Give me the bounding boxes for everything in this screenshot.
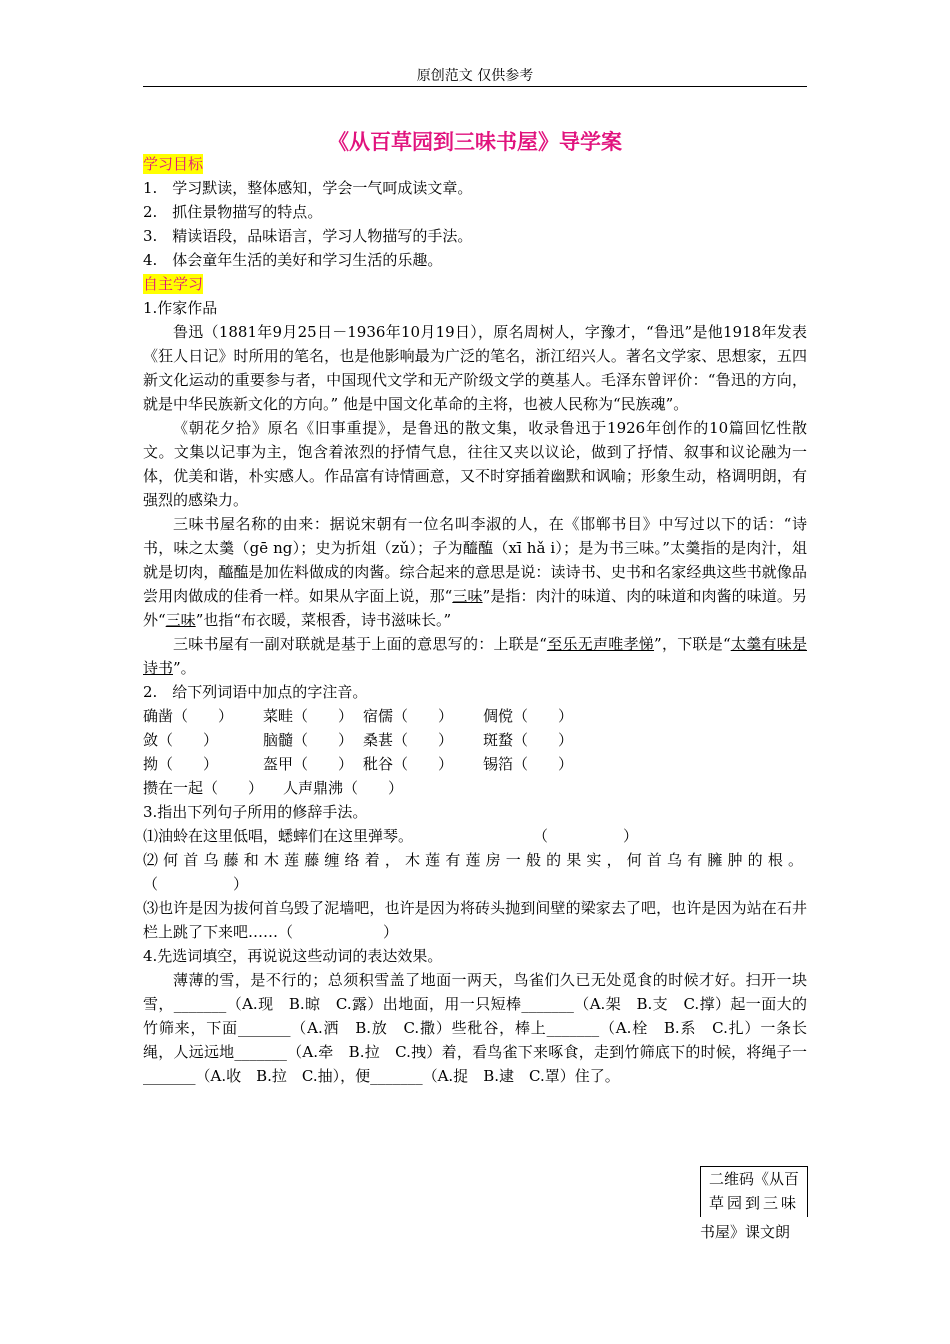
goal-item: 1. 学习默读，整体感知，学会一气呵成读文章。 xyxy=(143,179,473,197)
fill-in-paragraph: 薄薄的雪，是不行的；总须积雪盖了地面一两天，鸟雀们久已无处觅食的时候才好。扫开一块雪，_______（A.现 B.晾 C.露）出地面，用一只短棒_______（A.架 B.支 C.撑）起一面大的竹筛来，下面_______（A.洒 B.放 C.撒）些秕谷，棒上_______（A.栓 B.系 C.扎）一条长绳，人远远地_______（A.牵 B.拉 C.拽）着，看鸟雀下来啄食，走到竹筛底下的时候，将绳子一_______（A.收 B.拉 C.抽），便_______（A.捉 B.逮 C.罩）住了。 xyxy=(143,971,807,1085)
qr-note-line: 书屋》课文朗 xyxy=(700,1223,791,1241)
goal-item: 2. 抓住景物描写的特点。 xyxy=(143,203,323,221)
pinyin-row: 攒在一起（ ） 人声鼎沸（ ） xyxy=(143,779,404,797)
goal-item: 3. 精读语段，品味语言，学习人物描写的手法。 xyxy=(143,227,473,245)
question-4-title: 4.先选词填空，再说说这些动词的表达效果。 xyxy=(143,947,443,965)
underlined-term: 三味 xyxy=(452,587,483,605)
underlined-term: 三味 xyxy=(165,611,196,629)
qr-note-line: 草园到三味 xyxy=(708,1194,799,1212)
section-heading-goals: 学习目标 xyxy=(143,155,204,173)
qr-note-line: 二维码《从百 xyxy=(708,1170,799,1188)
page-header: 原创范文 仅供参考 xyxy=(416,68,534,84)
rhetoric-sentence-3: ⑶也许是因为拔何首乌毁了泥墙吧，也许是因为将砖头抛到间壁的梁家去了吧，也许是因为站在石井栏上跳了下来吧……（ ） xyxy=(143,899,807,941)
couplet-paragraph: 三味书屋有一副对联就是基于上面的意思写的：上联是“至乐无声唯孝悌”，下联是“太羹有味是诗书”。 xyxy=(143,635,807,677)
document-body xyxy=(143,152,807,1088)
section-heading-self-study: 自主学习 xyxy=(143,275,204,293)
header-divider xyxy=(143,86,807,87)
question-3-title: 3.指出下列句子所用的修辞手法。 xyxy=(143,803,368,821)
pinyin-row: 敛（ ） 脑髓（ ） 桑葚（ ） 斑蝥（ ） xyxy=(143,731,574,749)
question-2-title: 2. 给下列词语中加点的字注音。 xyxy=(143,683,368,701)
rhetoric-sentence-2-blank: （ ） xyxy=(143,875,249,893)
book-paragraph: 《朝花夕拾》原名《旧事重提》，是鲁迅的散文集，收录鲁迅于1926年创作的10篇回忆性散文。文集以记事为主，饱含着浓烈的抒情气息，往往又夹以议论，做到了抒情、叙事和议论融为一体，优美和谐，朴实感人。作品富有诗情画意，又不时穿插着幽默和讽喻；形象生动，格调明朗，有强烈的感染力。 xyxy=(143,419,807,509)
question-1-title: 1.作家作品 xyxy=(143,299,218,317)
author-paragraph: 鲁迅（1881年9月25日－1936年10月19日），原名周树人，字豫才，“鲁迅”是他1918年发表《狂人日记》时所用的笔名，也是他影响最为广泛的笔名，浙江绍兴人。著名文学家、思想家，五四新文化运动的重要参与者，中国现代文学和无产阶级文学的奠基人。毛泽东曾评价：“鲁迅的方向，就是中华民族新文化的方向。” 他是中国文化革命的主将，也被人民称为“民族魂”。 xyxy=(143,323,807,413)
sanwei-origin-paragraph: 三味书屋名称的由来：据说宋朝有一位名叫李淑的人，在《邯郸书目》中写过以下的话：“诗书，味之太羹（gē ng）；史为折俎（zǔ）；子为醯醢（xī hǎ i）；是为书三味。”太羹指的是肉汁，俎就是切肉，醯醢是加佐料做成的肉酱。综合起来的意思是说：读诗书、史书和名家经典这些书就像品尝用肉做成的佳肴一样。如果从字面上说，那“三味”是指：肉汁的味道、肉的味道和肉酱的味道。另外“三味”也指“布衣暖，菜根香，诗书滋味长。” xyxy=(143,515,807,629)
document-title: 《从百草园到三味书屋》导学案 xyxy=(328,130,622,154)
couplet-upper: 至乐无声唯孝悌 xyxy=(546,635,655,653)
qr-code-note-box xyxy=(700,1166,808,1217)
goal-item: 4. 体会童年生活的美好和学习生活的乐趣。 xyxy=(143,251,443,269)
rhetoric-sentence-2: ⑵何首乌藤和木莲藤缠络着，木莲有莲房一般的果实，何首乌有臃肿的根。 xyxy=(143,851,807,869)
pinyin-row: 确凿（ ） 菜畦（ ） 宿儒（ ） 倜傥（ ） xyxy=(143,707,574,725)
rhetoric-sentence-1: ⑴油蛉在这里低唱，蟋蟀们在这里弹琴。 （ ） xyxy=(143,827,639,845)
pinyin-row: 拗（ ） 盔甲（ ） 秕谷（ ） 锡箔（ ） xyxy=(143,755,574,773)
couplet-lower: 太羹有味是诗书 xyxy=(143,635,807,677)
